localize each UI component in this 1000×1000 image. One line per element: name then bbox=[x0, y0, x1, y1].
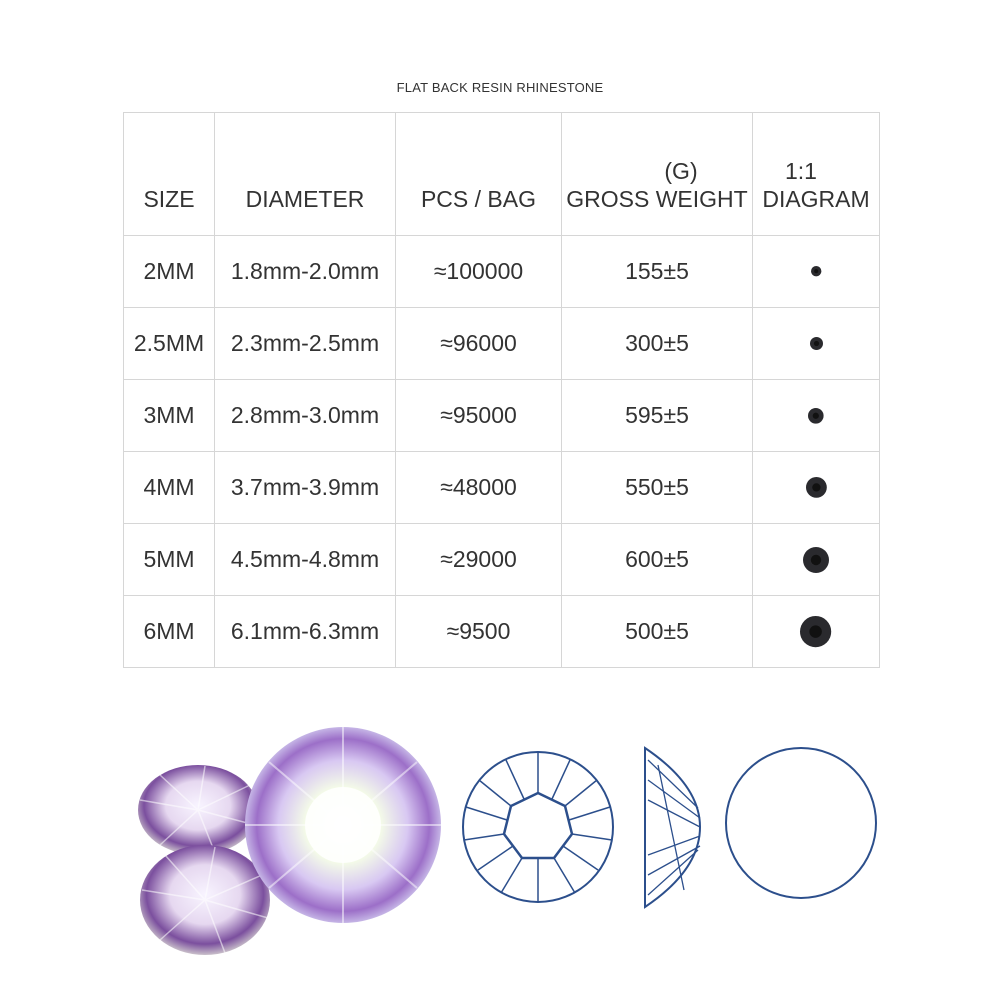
page-title: FLAT BACK RESIN RHINESTONE bbox=[396, 80, 604, 95]
header-weight-unit: (G) bbox=[664, 158, 698, 184]
side-view-drawing bbox=[645, 748, 700, 907]
cell-size: 6MM bbox=[124, 596, 215, 668]
cell-size: 2MM bbox=[124, 236, 215, 308]
cell-diagram bbox=[753, 596, 880, 668]
bottom-view-drawing bbox=[726, 748, 876, 898]
cell-weight: 595±5 bbox=[562, 380, 753, 452]
header-diagram-scale: 1:1 bbox=[785, 158, 817, 184]
gem-photo-group bbox=[138, 727, 441, 955]
size-dot-icon bbox=[808, 335, 825, 352]
cell-pcs: ≈96000 bbox=[396, 308, 562, 380]
header-diameter: DIAMETER bbox=[215, 113, 396, 236]
table-row bbox=[124, 596, 880, 668]
cell-size: 3MM bbox=[124, 380, 215, 452]
cell-size: 4MM bbox=[124, 452, 215, 524]
cell-size: 5MM bbox=[124, 524, 215, 596]
rhinestone-illustration bbox=[0, 690, 1000, 990]
cell-pcs: ≈100000 bbox=[396, 236, 562, 308]
cell-diameter: 6.1mm-6.3mm bbox=[215, 596, 396, 668]
cell-pcs: ≈9500 bbox=[396, 596, 562, 668]
header-pcs: PCS / BAG bbox=[396, 113, 562, 236]
header-size: SIZE bbox=[124, 113, 215, 236]
cell-diagram bbox=[753, 380, 880, 452]
cell-diameter: 1.8mm-2.0mm bbox=[215, 236, 396, 308]
spec-table bbox=[123, 112, 880, 668]
size-dot-icon bbox=[798, 614, 833, 649]
table-row bbox=[124, 524, 880, 596]
header-weight: (G) GROSS WEIGHT bbox=[562, 113, 753, 236]
table-row bbox=[124, 308, 880, 380]
cell-diagram bbox=[753, 524, 880, 596]
top-view-drawing bbox=[463, 752, 613, 902]
cell-diameter: 2.3mm-2.5mm bbox=[215, 308, 396, 380]
table-row bbox=[124, 236, 880, 308]
cell-diameter: 4.5mm-4.8mm bbox=[215, 524, 396, 596]
cell-diagram bbox=[753, 308, 880, 380]
cell-weight: 155±5 bbox=[562, 236, 753, 308]
cell-pcs: ≈95000 bbox=[396, 380, 562, 452]
cell-weight: 600±5 bbox=[562, 524, 753, 596]
cell-pcs: ≈29000 bbox=[396, 524, 562, 596]
cell-weight: 550±5 bbox=[562, 452, 753, 524]
cell-diameter: 2.8mm-3.0mm bbox=[215, 380, 396, 452]
cell-size: 2.5MM bbox=[124, 308, 215, 380]
cell-diameter: 3.7mm-3.9mm bbox=[215, 452, 396, 524]
cell-diagram bbox=[753, 236, 880, 308]
size-dot-icon bbox=[809, 264, 823, 278]
header-diagram: 1:1 DIAGRAM bbox=[753, 113, 880, 236]
table-row bbox=[124, 380, 880, 452]
cell-weight: 500±5 bbox=[562, 596, 753, 668]
cell-weight: 300±5 bbox=[562, 308, 753, 380]
size-dot-icon bbox=[804, 475, 829, 500]
table-row bbox=[124, 452, 880, 524]
size-dot-icon bbox=[801, 545, 831, 575]
cell-diagram bbox=[753, 452, 880, 524]
cell-pcs: ≈48000 bbox=[396, 452, 562, 524]
size-dot-icon bbox=[806, 406, 826, 426]
table-header-row bbox=[124, 113, 880, 236]
